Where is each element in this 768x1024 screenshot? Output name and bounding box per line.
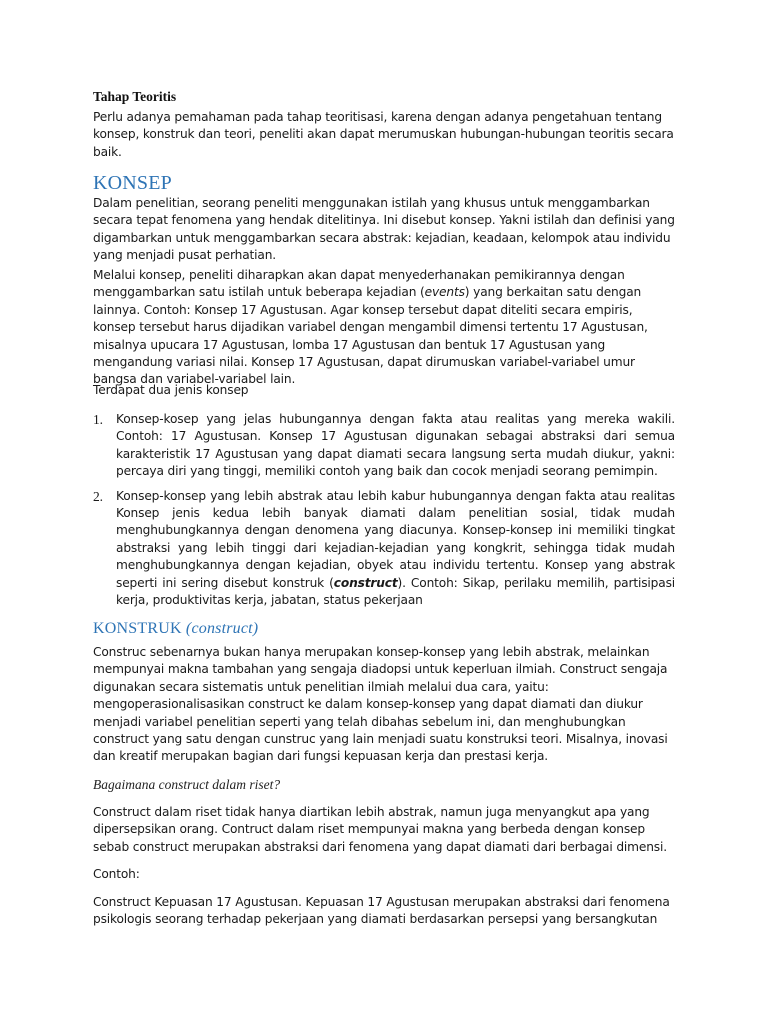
list-item [93, 488, 675, 610]
construct-term: construct [333, 575, 398, 590]
konstruk-paragraph-1: Construc sebenarnya bukan hanya merupakan konsep-konsep yang lebih abstrak, melainkan mempunyai makna tambahan yang sengaja diadopsi untuk keperluan ilmiah. Construct sengaja digunakan secara sistematis untuk penelitian ilmiah melalui dua cara, yaitu: mengoperasionalisasikan construct ke dalam konsep-konsep yang dapat diamati dan diukur menjadi variabel penelitian seperti yang telah dibahas sebelum ini, dan menghubungkan construct yang satu dengan cunstruc yang lain menjadi suatu konstruksi teori. Misalnya, inovasi dan kreatif merupakan bagian dari fungsi kepuasan kerja dan prestasi kerja. [93, 645, 668, 764]
konsep-paragraph-2 [93, 267, 678, 389]
list-item-text [116, 489, 675, 607]
construct-question: Bagaimana construct dalam riset? [93, 777, 281, 792]
intro-paragraph: Perlu adanya pemahaman pada tahap teoritisasi, karena dengan adanya pengetahuan tentang konsep, konstruk dan teori, peneliti akan dapat merumuskan hubungan-hubungan teoritis secara baik. [93, 110, 674, 159]
list-item-number: 1. [93, 412, 103, 427]
list-item-text-end: ). Contoh: Sikap, perilaku memilih, partisipasi kerja, produktivitas kerja, jabatan, status pekerjaan [116, 575, 676, 608]
list-item-text: Konsep-kosep yang jelas hubungannya dengan fakta atau realitas yang mereka wakili. Contoh: 17 Agustusan. Konsep 17 Agustusan digunakan sebagai abstraksi dari semua karakteristik 17 Agustusan yang dapat diamati secara langsung serta mudah diukur, yakni: percaya diri yang tinggi, memiliki contoh yang baik dan cocok menjadi seorang pemimpin. [116, 412, 675, 479]
konstruk-paragraph-2: Construct dalam riset tidak hanya diartikan lebih abstrak, namun juga menyangkut apa yang dipersepsikan orang. Contruct dalam riset mempunyai makna yang berbeda dengan konsep sebab construct merupakan abstraksi dari fenomena yang dapat diamati dari berbagai dimensi. [93, 805, 667, 854]
konstruk-heading-main: KONSTRUK [93, 620, 182, 637]
list-item-text-start: Konsep-konsep yang lebih abstrak atau lebih kabur hubungannya dengan fakta atau realitas Konsep jenis kedua lebih banyak diamati dalam penelitian sosial, tidak mudah menghubungkannya dengan denomena yang diacunya. Konsep-konsep ini memiliki tingkat abstraksi yang lebih tinggi dari kejadian-kejadian yang kongkrit, sehingga tidak mudah menghubungkannya dengan kejadian, obyek atau individu tertentu. Konsep yang abstrak seperti ini sering disebut konstruk ( [116, 488, 675, 590]
list-item-number: 2. [93, 488, 103, 504]
konstruk-heading-paren: (construct) [185, 620, 259, 637]
events-term: events [424, 285, 465, 300]
concept-type-list [93, 411, 675, 609]
konsep-heading: KONSEP [93, 172, 172, 194]
page-title: Tahap Teoritis [93, 89, 177, 104]
konsep-paragraph-2-start: Melalui konsep, peneliti diharapkan akan dapat menyederhanakan pemikirannya dengan menggambarkan satu istilah untuk beberapa kejadian ( [93, 268, 625, 300]
konsep-paragraph-1: Dalam penelitian, seorang peneliti menggunakan istilah yang khusus untuk menggambarkan secara tepat fenomena yang hendak ditelitinya. Ini disebut konsep. Yakni istilah dan definisi yang digambarkan untuk menggambarkan secara abstrak: kejadian, keadaan, kelompok atau individu yang menjadi pusat perhatian. [93, 196, 675, 263]
example-label: Contoh: [93, 867, 140, 881]
konstruk-paragraph-3: Construct Kepuasan 17 Agustusan. Kepuasan 17 Agustusan merupakan abstraksi dari fenomena psikologis seorang terhadap pekerjaan yang diamati berdasarkan persepsi yang bersangkutan [93, 895, 670, 927]
list-intro: Terdapat dua jenis konsep [93, 383, 249, 397]
list-item [93, 411, 675, 481]
konsep-paragraph-2-end: ) yang berkaitan satu dengan lainnya. Contoh: Konsep 17 Agustusan. Agar konsep tersebut dapat diteliti secara empiris, konsep tersebut harus dijadikan variabel dengan mengambil dimensi tertentu 17 Agustusan, misalnya upucara 17 Agustusan, lomba 17 Agustusan dan bentuk 17 Agustusan yang mengandung variasi nilai. Konsep 17 Agustusan, dapat dirumuskan variabel-variabel umur bangsa dan variabel-variabel lain. [93, 285, 648, 387]
konstruk-heading [93, 620, 258, 638]
